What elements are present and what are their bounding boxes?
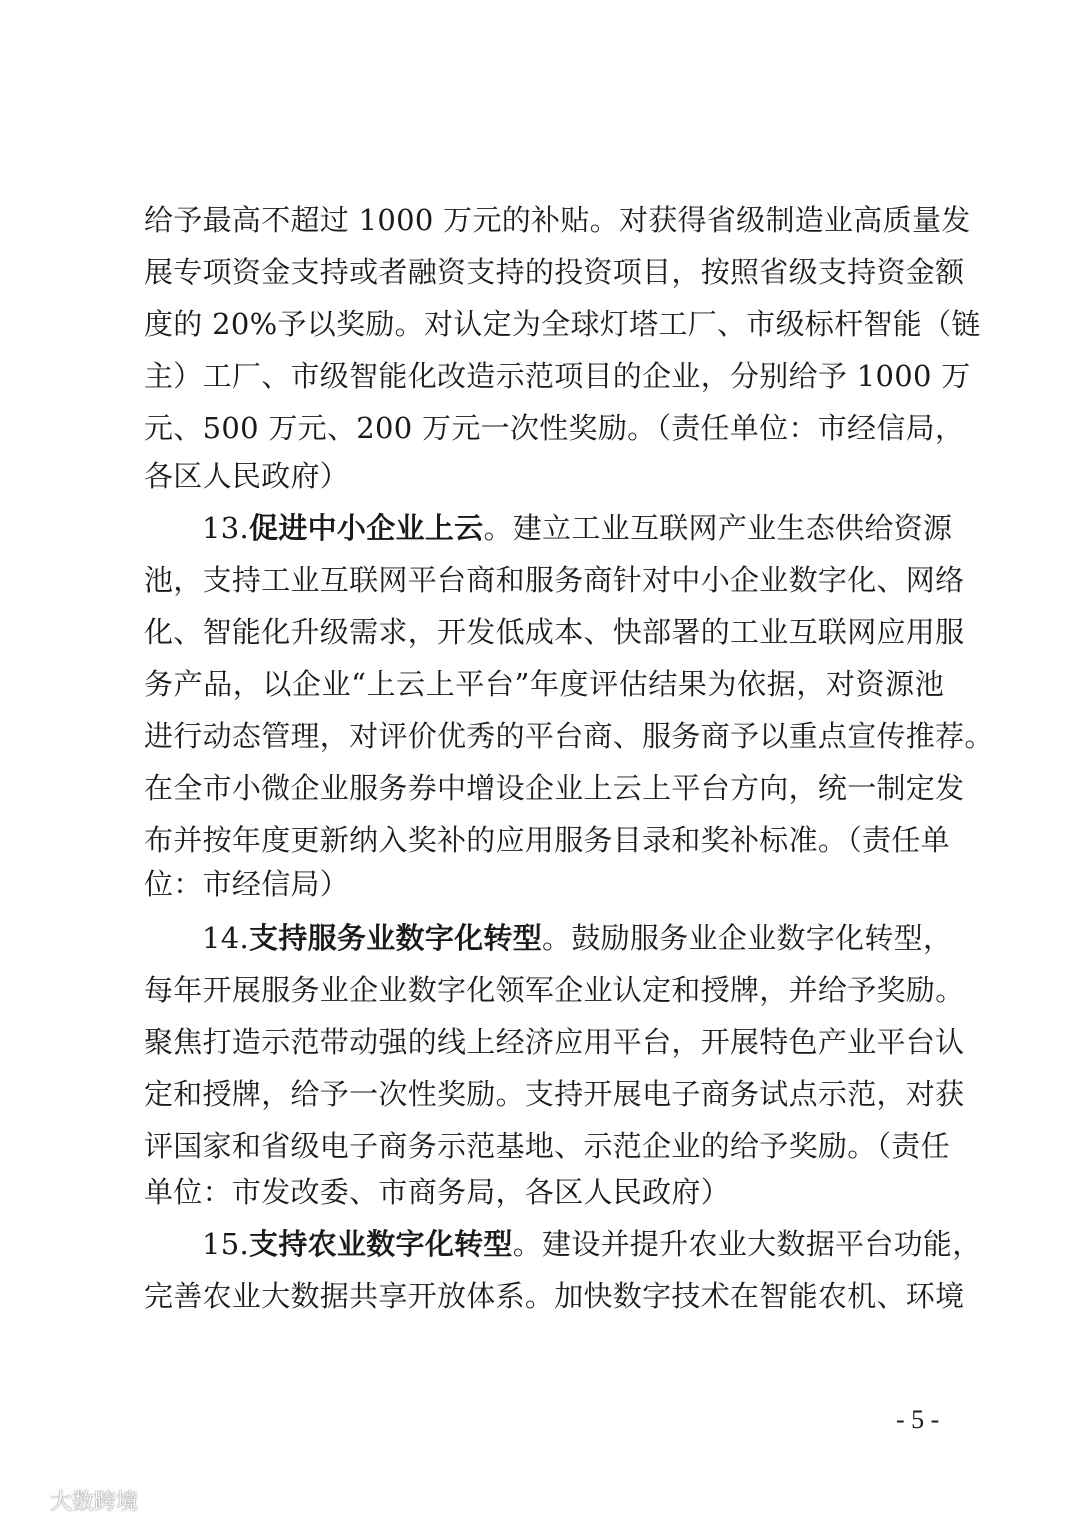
section-number: 13. [202, 511, 250, 545]
paragraph-line: 元、500 万元、200 万元一次性奖励。（责任单位：市经信局， [144, 411, 965, 445]
paragraph-line: 定和授牌，给予一次性奖励。支持开展电子商务试点示范，对获 [144, 1077, 965, 1111]
paragraph-line: 评国家和省级电子商务示范基地、示范企业的给予奖励。（责任 [144, 1129, 950, 1163]
section-heading: 支持服务业数字化转型 [249, 921, 543, 955]
paragraph-line: 各区人民政府） [144, 459, 350, 493]
page-number: - 5 - [896, 1405, 940, 1434]
paragraph-line: 完善农业大数据共享开放体系。加快数字技术在智能农机、环境 [144, 1279, 965, 1313]
paragraph-line: 展专项资金支持或者融资支持的投资项目，按照省级支持资金额 [144, 255, 965, 289]
paragraph-line: 每年开展服务业企业数字化领军企业认定和授牌，并给予奖励。 [144, 973, 965, 1007]
section-number: 15. [202, 1227, 250, 1261]
watermark-text: 大数跨境 [50, 1489, 139, 1515]
section-text: 。建立工业互联网产业生态供给资源 [483, 511, 953, 545]
paragraph-line: 进行动态管理，对评价优秀的平台商、服务商予以重点宣传推荐。 [144, 719, 994, 753]
section-15-first-line [202, 1218, 982, 1270]
section-text: 。鼓励服务业企业数字化转型， [542, 921, 953, 955]
watermark [10, 1484, 138, 1516]
paragraph-line: 务产品，以企业“上云上平台”年度评估结果为依据，对资源池 [144, 667, 944, 701]
paragraph-line: 主）工厂、市级智能化改造示范项目的企业，分别给予 1000 万 [144, 359, 971, 393]
section-14-first-line [202, 912, 953, 964]
paragraph-line: 位：市经信局） [144, 867, 350, 901]
section-text: 。建设并提升农业大数据平台功能， [512, 1227, 982, 1261]
section-number: 14. [202, 921, 250, 955]
section-heading: 支持农业数字化转型 [249, 1227, 513, 1261]
paragraph-line: 布并按年度更新纳入奖补的应用服务目录和奖补标准。（责任单 [144, 823, 950, 857]
section-13-first-line [202, 502, 953, 554]
paragraph-line: 度的 20%予以奖励。对认定为全球灯塔工厂、市级标杆智能（链 [144, 307, 981, 341]
paragraph-line: 池，支持工业互联网平台商和服务商针对中小企业数字化、网络 [144, 563, 965, 597]
paragraph-line: 给予最高不超过 1000 万元的补贴。对获得省级制造业高质量发 [144, 203, 971, 237]
paragraph-line: 化、智能化升级需求，开发低成本、快部署的工业互联网应用服 [144, 615, 965, 649]
section-heading: 促进中小企业上云 [249, 511, 484, 545]
paragraph-line: 单位：市发改委、市商务局，各区人民政府） [144, 1175, 731, 1209]
paragraph-line: 聚焦打造示范带动强的线上经济应用平台，开展特色产业平台认 [144, 1025, 965, 1059]
paragraph-line: 在全市小微企业服务券中增设企业上云上平台方向，统一制定发 [144, 771, 965, 805]
weibo-logo-icon [10, 1486, 44, 1514]
